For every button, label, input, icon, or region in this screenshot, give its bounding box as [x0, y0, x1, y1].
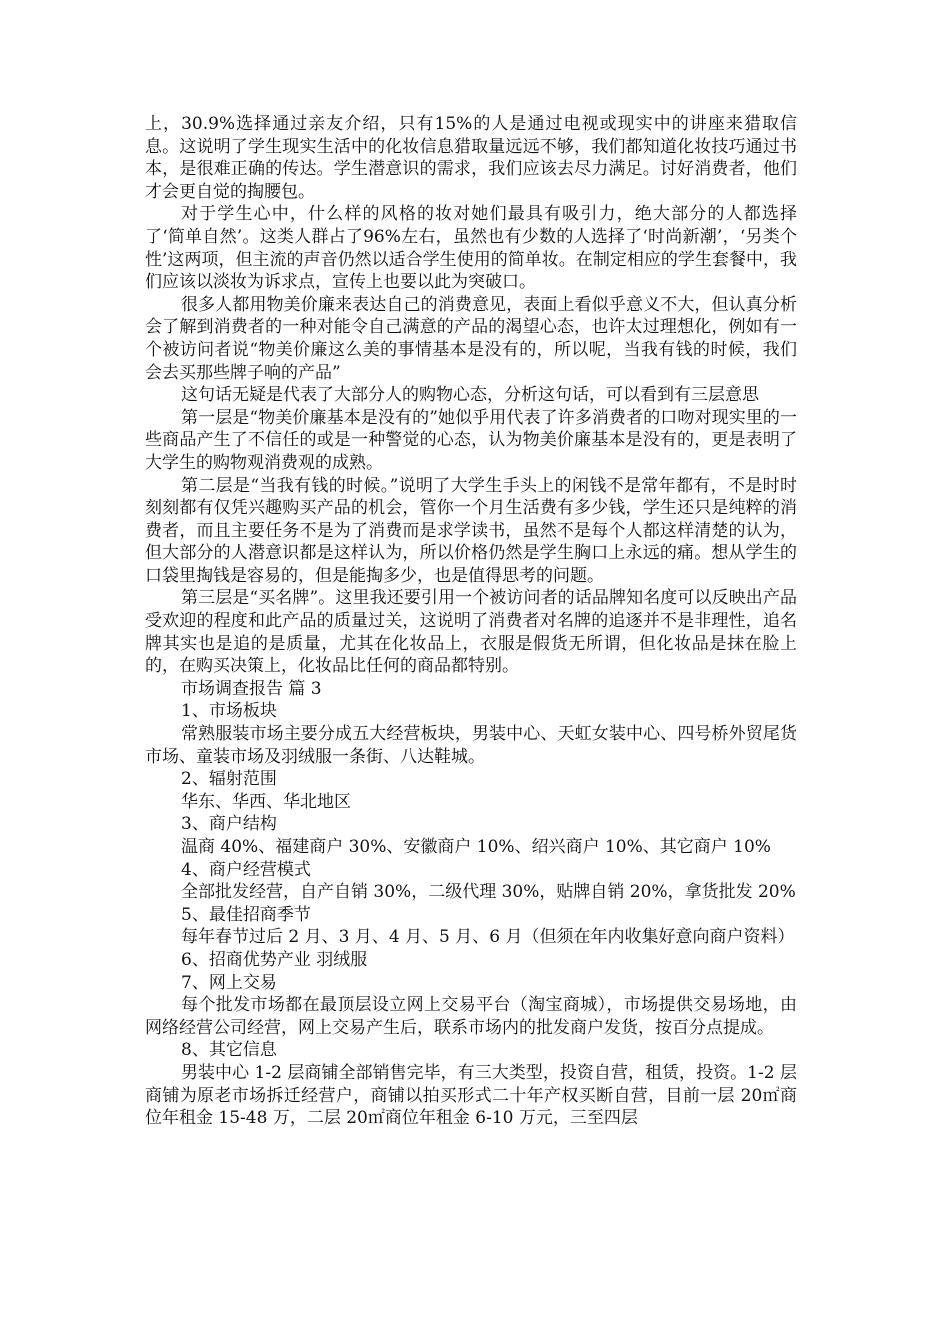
item-heading-3: 3、商户结构 [181, 814, 277, 835]
item-heading-7: 7、网上交易 [181, 972, 277, 993]
item-body-3: 温商 40%、福建商户 30%、安徽商户 10%、绍兴商户 10%、其它商户 10% [181, 837, 771, 857]
item-body-8: 男装中心 1-2 层商铺全部销售完毕，有三大类型，投资自营，租赁，投资。1-2 层商铺为原老市场拆迁经营户，商铺以拍买形式二十年产权买断自营，目前一层 20㎡商位年租金 15-48 万，二层 20㎡商位年租金 6-10 万元，三至四层 [145, 1062, 797, 1129]
document-body [145, 113, 797, 1130]
paragraph-2: 对于学生心中，什么样的风格的妆对她们最具有吸引力，绝大部分的人都选择了‘简单自然’。这类人群占了96%左右，虽然也有少数的人选择了‘时尚新潮’，‘另类个性’这两项，但主流的声音仍然以适合学生使用的简单妆。在制定相应的学生套餐中，我们应该以淡妆为诉求点，宣传上也要以此为突破口。 [145, 204, 797, 293]
paragraph-7: 第三层是“买名牌”。这里我还要引用一个被访问者的话品牌知名度可以反映出产品受欢迎的程度和此产品的质量过关，这说明了消费者对名牌的追逐并不是非理性，追名牌其实也是追的是质量，尤其在化妆品上，衣服是假货无所谓，但化妆品是抹在脸上的，在购买决策上，化妆品比任何的商品都特别。 [145, 588, 797, 677]
item-body-4: 全部批发经营，自产自销 30%，二级代理 30%，贴牌自销 20%，拿货批发 20% [181, 882, 796, 903]
paragraph-6: 第二层是“当我有钱的时候。”说明了大学生手头上的闲钱不是常年都有，不是时时刻刻都有仅凭兴趣购买产品的机会，管你一个月生活费有多少钱，学生还只是纯粹的消费者，而且主要任务不是为了消费而是求学读书，虽然不是每个人都这样清楚的认为，但大部分的人潜意识都是这样认为，所以价格仍然是学生胸口上永远的痛。想从学生的口袋里掏钱是容易的，但是能掏多少，也是值得思考的问题。 [145, 475, 797, 586]
item-body-5: 每年春节过后 2 月、3 月、4 月、5 月、6 月（但须在年内收集好意向商户资料） [181, 927, 795, 948]
item-heading-2: 2、辐射范围 [181, 769, 277, 790]
item-heading-5: 5、最佳招商季节 [181, 904, 311, 925]
paragraph-1: 上，30.9%选择通过亲友介绍，只有15%的人是通过电视或现实中的讲座来猎取信息。这说明了学生现实生活中的化妆信息猎取量远远不够，我们都知道化妆技巧通过书本，是很难正确的传达。学生潜意识的需求，我们应该去尽力满足。讨好消费者，他们才会更自觉的掏腰包。 [145, 114, 797, 202]
item-heading-1: 1、市场板块 [181, 701, 277, 722]
item-heading-4: 4、商户经营模式 [181, 859, 311, 880]
item-heading-8: 8、其它信息 [181, 1040, 277, 1061]
section-heading: 市场调查报告 篇 3 [181, 678, 322, 699]
item-body-1: 常熟服装市场主要分成五大经营板块，男装中心、天虹女装中心、四号桥外贸尾货市场、童装市场及羽绒服一条街、八达鞋城。 [145, 724, 797, 767]
item-body-2: 华东、华西、华北地区 [181, 791, 351, 812]
paragraph-3: 很多人都用物美价廉来表达自己的消费意见，表面上看似乎意义不大，但认真分析会了解到消费者的一种对能令自己满意的产品的渴望心态，也许太过理想化，例如有一个被访问者说“物美价廉这么美的事情基本是没有的，所以呢，当我有钱的时候，我们会去买那些牌子响的产品” [145, 294, 797, 383]
item-heading-6: 6、招商优势产业 羽绒服 [181, 949, 368, 970]
paragraph-4: 这句话无疑是代表了大部分人的购物心态，分析这句话，可以看到有三层意思 [181, 385, 759, 406]
item-body-7: 每个批发市场都在最顶层设立网上交易平台（淘宝商城），市场提供交易场地，由网络经营公司经营，网上交易产生后，联系市场内的批发商户发货，按百分点提成。 [145, 995, 797, 1038]
paragraph-5: 第一层是“物美价廉基本是没有的”她似乎用代表了许多消费者的口吻对现实里的一些商品产生了不信任的或是一种警觉的心态，认为物美价廉基本是没有的，更是表明了大学生的购物观消费观的成熟。 [145, 407, 797, 473]
